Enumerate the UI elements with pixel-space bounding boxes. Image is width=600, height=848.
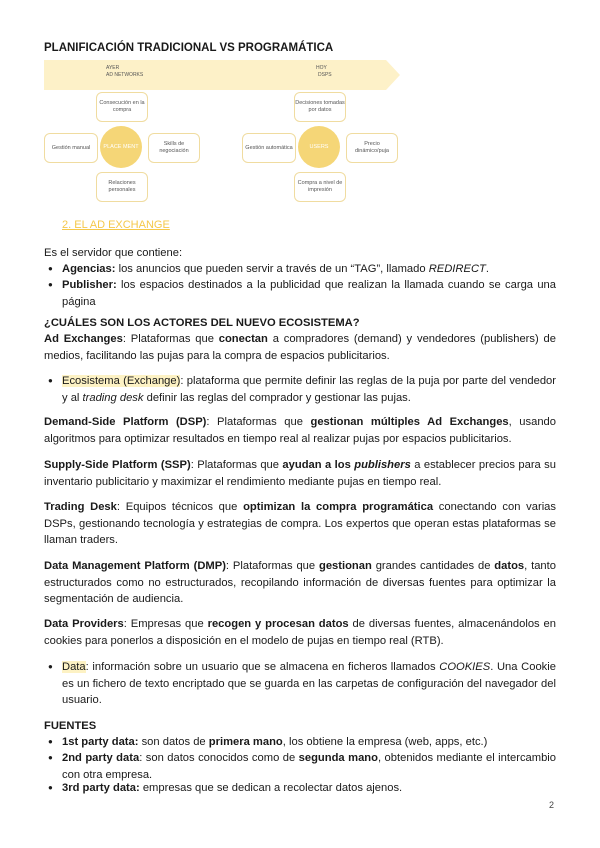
left-label-bottom: AD NETWORKS bbox=[106, 72, 144, 78]
list-item-data: ● Data: información sobre un usuario que se almacena en ficheros llamados COOKIES. Una Cookie es un fichero de texto encriptado que se guarda en las carpetas de configuración del navegador del usuario. bbox=[62, 659, 556, 709]
list-item-3rd-party: ● 3rd party data: empresas que se dedican a recolectar datos ajenos. bbox=[62, 780, 556, 797]
left-left-box: Gestión manual bbox=[44, 133, 98, 163]
right-center-circle: USERS bbox=[298, 126, 340, 168]
actors-heading: ¿CUÁLES SON LOS ACTORES DEL NUEVO ECOSISTEMA? bbox=[44, 317, 360, 329]
right-label-bottom: DSPS bbox=[318, 72, 332, 78]
list-item-ecosistema: ● Ecosistema (Exchange): plataforma que permite definir las reglas de la puja por parte del vendedor y al trading desk definir las reglas del comprador y gestionar las pujas. bbox=[62, 373, 556, 406]
right-right-box: Precio dinámico/puja bbox=[346, 133, 398, 163]
list-item-publisher: ● Publisher: los espacios destinados a la publicidad que realizan la llamada cuando se carga una página bbox=[62, 277, 556, 310]
section-heading-ad-exchange[interactable]: 2. EL AD EXCHANGE bbox=[62, 219, 170, 231]
fuentes-heading: FUENTES bbox=[44, 720, 97, 732]
left-bottom-box: Relaciones personales bbox=[96, 172, 148, 202]
dsp-paragraph: Demand-Side Platform (DSP): Plataformas que gestionan múltiples Ad Exchanges, usando algoritmos para optimizar resultados en tiempo real al realizar pujas por espacios publicitarios. bbox=[44, 416, 556, 445]
dmp-paragraph: Data Management Platform (DMP): Plataformas que gestionan grandes cantidades de datos, tanto estructurados como no estructurados, recopilando información de diversas fuentes para optimizar la segmentación de audiencia. bbox=[44, 560, 556, 605]
intro-text: Es el servidor que contiene: bbox=[44, 247, 183, 259]
page-number: 2 bbox=[549, 800, 555, 810]
left-right-box: Skills de negociación bbox=[148, 133, 200, 163]
list-item-2nd-party: ● 2nd party data: son datos conocidos como de segunda mano, obtenidos mediante el intercambio con otra empresa. bbox=[62, 750, 556, 783]
ssp-paragraph: Supply-Side Platform (SSP): Plataformas que ayudan a los publishers a establecer precios para su inventario publicitario y maximizar el rendimiento mediante pujas en tiempo real. bbox=[44, 459, 557, 488]
left-label-top: AYER bbox=[106, 65, 120, 71]
right-left-box: Gestión automática bbox=[242, 133, 296, 163]
page-title: PLANIFICACIÓN TRADICIONAL VS PROGRAMÁTICA bbox=[44, 42, 334, 54]
banner-arrow bbox=[44, 60, 400, 90]
right-label-top: HOY bbox=[316, 65, 327, 71]
ad-exchanges-paragraph: Ad Exchanges: Plataformas que conectan a compradores (demand) y vendedores (publishers) de medios, facilitando las pujas para la compra de espacios publicitarios. bbox=[44, 333, 556, 362]
list-item-1st-party: ● 1st party data: son datos de primera mano, los obtiene la empresa (web, apps, etc.) bbox=[62, 734, 556, 751]
comparison-diagram bbox=[44, 60, 400, 220]
right-top-box: Decisiones tomadas por datos bbox=[294, 92, 346, 122]
data-providers-paragraph: Data Providers: Empresas que recogen y procesan datos de diversas fuentes, almacenándolos en cookies para ponerlos a disposición en el modelo de pujas en tiempo real (RTB). bbox=[44, 618, 556, 647]
list-item-agencias: ● Agencias: los anuncios que pueden servir a través de un “TAG”, llamado REDIRECT. bbox=[62, 261, 556, 278]
left-center-circle: PLACE MENT bbox=[100, 126, 142, 168]
right-bottom-box: Compra a nivel de impresión bbox=[294, 172, 346, 202]
left-top-box: Consecución en la compra bbox=[96, 92, 148, 122]
trading-desk-paragraph: Trading Desk: Equipos técnicos que optimizan la compra programática conectando con varias DSPs, gestionando tecnología y estrategias de compra. Los expertos que operan estas plataformas se llaman traders. bbox=[44, 501, 556, 546]
